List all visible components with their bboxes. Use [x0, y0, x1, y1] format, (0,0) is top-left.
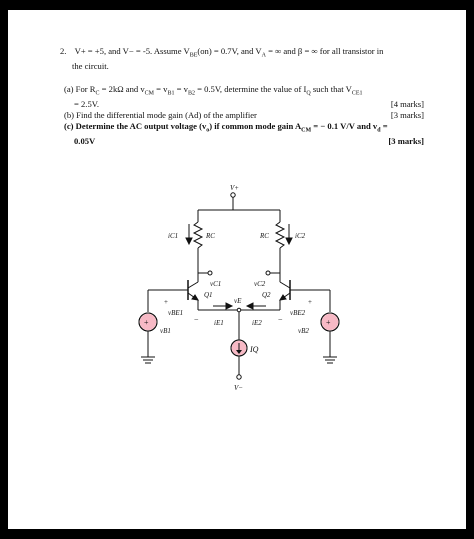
label-q2: Q2: [262, 291, 271, 299]
label-vb1: vB1: [160, 327, 171, 335]
label-vplus: V+: [230, 184, 239, 192]
source-plus-left: +: [144, 318, 149, 327]
label-ie1: iE1: [214, 319, 224, 327]
part-c-text4: =: [380, 120, 388, 131]
vc2-node: [266, 271, 270, 275]
part-c-marks: [3 marks]: [388, 135, 424, 146]
label-rc-right: RC: [260, 232, 269, 240]
label-q1: Q1: [204, 291, 213, 299]
label-vbe1: vBE1: [168, 309, 184, 317]
intro-text-a: V+ = +5, and V− = -5. Assume V: [74, 46, 190, 56]
label-ie2: iE2: [252, 319, 262, 327]
part-a-text2: = 2kΩ and v: [99, 84, 145, 94]
question-number: 2.: [60, 46, 67, 56]
intro-sub: BE: [189, 52, 198, 59]
label-vb2: vB2: [298, 327, 309, 335]
label-ic2: iC2: [295, 232, 306, 240]
part-a-text1: (a) For R: [64, 84, 96, 94]
page-sheet: [8, 10, 466, 529]
label-minus-be1: −: [194, 315, 199, 324]
resistor-rc-right: [276, 222, 284, 248]
label-minus-be2: −: [278, 315, 283, 324]
intro-sub2: A: [261, 52, 266, 59]
label-iq: IQ: [250, 345, 259, 354]
part-b-text: (b) Find the differential mode gain (Ad) of the amplifier: [64, 109, 257, 120]
part-a-marks: [4 marks]: [390, 99, 424, 110]
part-c-text2: ) if common mode gain A: [209, 120, 302, 131]
label-vminus: V−: [234, 384, 243, 392]
source-plus-right: +: [326, 318, 331, 327]
part-c-text1: (c) Determine the AC output voltage (v: [64, 120, 207, 131]
label-ic1: iC1: [168, 232, 179, 240]
part-a-text5: = 0.5V, determine the value of I: [194, 84, 307, 94]
label-plus-be2: +: [308, 298, 312, 306]
part-c-line2: 0.05V: [74, 135, 96, 146]
ve-node: [237, 308, 241, 312]
part-c-text3: = − 0.1 V/V and v: [311, 120, 378, 131]
resistor-rc-left: [194, 222, 202, 248]
vc1-node: [208, 271, 212, 275]
vplus-terminal: [231, 193, 235, 197]
label-rc-left: RC: [206, 232, 215, 240]
label-vc1: vC1: [210, 280, 222, 288]
label-plus-be1: +: [164, 298, 168, 306]
differential-amplifier-circuit: [8, 10, 466, 529]
part-a-text6: such that V: [310, 84, 352, 94]
label-vc2: vC2: [254, 280, 266, 288]
label-vbe2: vBE2: [290, 309, 306, 317]
intro-text-c: = ∞ and β = ∞ for all transistor in: [265, 46, 384, 56]
part-a-line2: = 2.5V.: [74, 99, 99, 110]
intro-text-b: (on) = 0.7V, and V: [197, 46, 262, 56]
part-a-text4: = v: [174, 84, 188, 94]
part-a: (a) For $R_C = 2k\Omega$ and $v_{CM} = v_{B1} = v_{B2} = 0.5V$, determine the value of $I_Q$ such that $V_{CE1}$ = 2.5V. [4 marks] (b) Find the differential mode gain (Ad) of the amplifier [3 marks] (c) Determine the AC output voltage $(v_o)$ if common mode gain $A_{CM}$ = − 0.1 V/V and $v_d$ = 0.05V [3 marks]: [64, 84, 424, 146]
label-ve: vE: [234, 297, 242, 305]
intro-line2: the circuit.: [72, 61, 109, 72]
part-a-text3: = v: [154, 84, 168, 94]
part-b-marks: [3 marks]: [390, 109, 424, 120]
vminus-terminal: [237, 375, 241, 379]
